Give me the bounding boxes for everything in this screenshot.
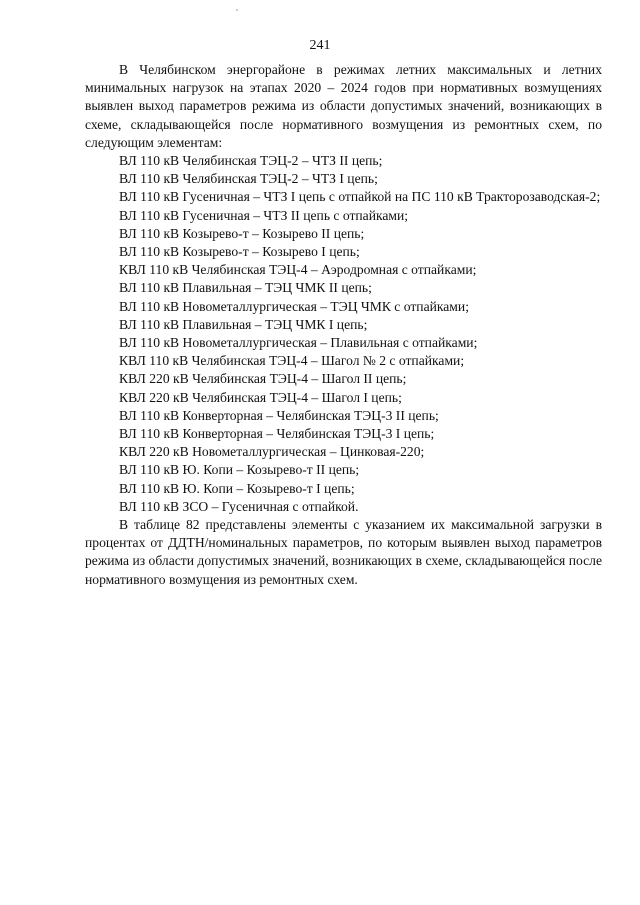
list-item: ВЛ 110 кВ Козырево-т – Козырево I цепь; — [119, 244, 360, 260]
list-item: ВЛ 110 кВ Ю. Копи – Козырево-т II цепь; — [119, 462, 360, 478]
list-item: ВЛ 110 кВ Плавильная – ТЭЦ ЧМК I цепь; — [119, 316, 368, 332]
scan-artifact — [236, 9, 238, 11]
list-item: КВЛ 110 кВ Челябинская ТЭЦ-4 – Шагол № 2 с отпайками; — [119, 353, 465, 369]
list-item: ВЛ 110 кВ Челябинская ТЭЦ-2 – ЧТЗ I цепь; — [119, 171, 378, 187]
page-body — [85, 61, 602, 589]
list-item: КВЛ 220 кВ Новометаллургическая – Цинковая-220; — [119, 444, 425, 460]
elements-list — [85, 152, 602, 516]
list-item: ВЛ 110 кВ Гусеничная – ЧТЗ II цепь с отпайками; — [119, 207, 409, 223]
list-item: ВЛ 110 кВ Челябинская ТЭЦ-2 – ЧТЗ II цепь; — [119, 153, 383, 169]
list-item: ВЛ 110 кВ Конверторная – Челябинская ТЭЦ-3 I цепь; — [119, 426, 435, 442]
list-item: ВЛ 110 кВ Новометаллургическая – ТЭЦ ЧМК с отпайками; — [119, 298, 469, 314]
list-item: КВЛ 220 кВ Челябинская ТЭЦ-4 – Шагол I цепь; — [119, 389, 402, 405]
list-item: ВЛ 110 кВ Козырево-т – Козырево II цепь; — [119, 225, 365, 241]
list-item: ВЛ 110 кВ ЗСО – Гусеничная с отпайкой. — [119, 498, 359, 514]
list-item: ВЛ 110 кВ Ю. Копи – Козырево-т I цепь; — [119, 480, 355, 496]
list-item: ВЛ 110 кВ Новометаллургическая – Плавильная с отпайками; — [119, 335, 478, 351]
list-item: КВЛ 110 кВ Челябинская ТЭЦ-4 – Аэродромная с отпайками; — [119, 262, 477, 278]
list-item: КВЛ 220 кВ Челябинская ТЭЦ-4 – Шагол II цепь; — [119, 371, 407, 387]
page-number: 241 — [309, 38, 331, 53]
intro-paragraph: В Челябинском энергорайоне в режимах летних максимальных и летних минимальных нагрузок на этапах 2020 – 2024 годов при нормативных возмущениях выявлен выход параметров режима из области допустимых значений, возникающих в схеме, складывающейся после нормативного возмущения из ремонтных схем, по следующим элементам: — [85, 62, 602, 150]
list-item: ВЛ 110 кВ Конверторная – Челябинская ТЭЦ-3 II цепь; — [119, 407, 439, 423]
list-item: ВЛ 110 кВ Гусеничная – ЧТЗ I цепь с отпайкой на ПС 110 кВ Тракторозаводская-2; — [119, 189, 601, 205]
list-item: ВЛ 110 кВ Плавильная – ТЭЦ ЧМК II цепь; — [119, 280, 372, 296]
closing-paragraph: В таблице 82 представлены элементы с указанием их максимальной загрузки в процентах от ДДТН/номинальных параметров, по которым выявлен выход параметров режима из области допустимых значений, возникающих в схеме, складывающейся после нормативного возмущения из ремонтных схем. — [85, 517, 602, 587]
